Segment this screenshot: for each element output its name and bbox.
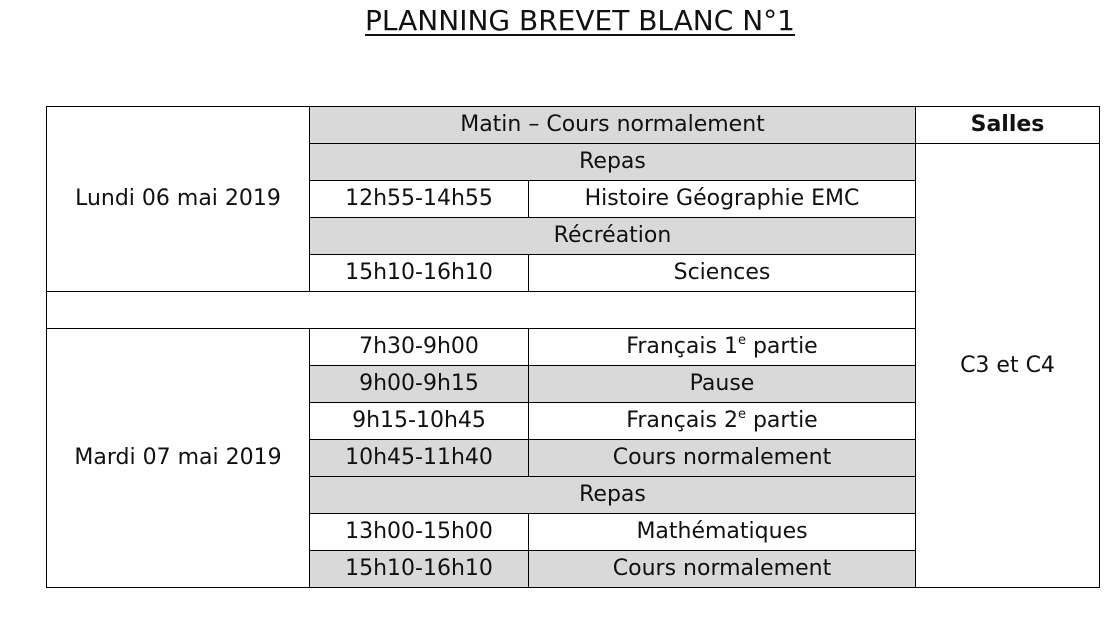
spacer-cell: [47, 292, 916, 329]
subject-cell: Cours normalement: [529, 440, 916, 477]
morning-cell: Matin – Cours normalement: [310, 107, 916, 144]
day-label: Mardi 07 mai 2019: [47, 329, 310, 588]
time-cell: 15h10-16h10: [310, 255, 529, 292]
subject-suffix: partie: [745, 334, 818, 359]
subject-cell: Cours normalement: [529, 551, 916, 588]
subject-cell: Sciences: [529, 255, 916, 292]
subject-cell: Histoire Géographie EMC: [529, 181, 916, 218]
time-cell: 7h30-9h00: [310, 329, 529, 366]
time-cell: 13h00-15h00: [310, 514, 529, 551]
rooms-cell: C3 et C4: [916, 144, 1100, 588]
page-title: PLANNING BREVET BLANC N°1: [365, 4, 795, 37]
salles-header: Salles: [916, 107, 1100, 144]
subject-cell: [529, 329, 916, 366]
repas-cell: Repas: [310, 144, 916, 181]
time-cell: 15h10-16h10: [310, 551, 529, 588]
subject-cell: [529, 403, 916, 440]
day-label: Lundi 06 mai 2019: [47, 107, 310, 292]
time-cell: 12h55-14h55: [310, 181, 529, 218]
schedule-table: [46, 106, 1100, 588]
table-row: [47, 107, 1100, 144]
repas-cell: Repas: [310, 477, 916, 514]
subject-suffix: partie: [745, 408, 818, 433]
time-cell: 9h00-9h15: [310, 366, 529, 403]
superscript: e: [737, 333, 746, 348]
superscript: e: [737, 407, 746, 422]
subject-cell: Pause: [529, 366, 916, 403]
time-cell: 9h15-10h45: [310, 403, 529, 440]
recreation-cell: Récréation: [310, 218, 916, 255]
subject-cell: Mathématiques: [529, 514, 916, 551]
subject-text: Français 2: [626, 408, 738, 433]
time-cell: 10h45-11h40: [310, 440, 529, 477]
subject-text: Français 1: [626, 334, 738, 359]
